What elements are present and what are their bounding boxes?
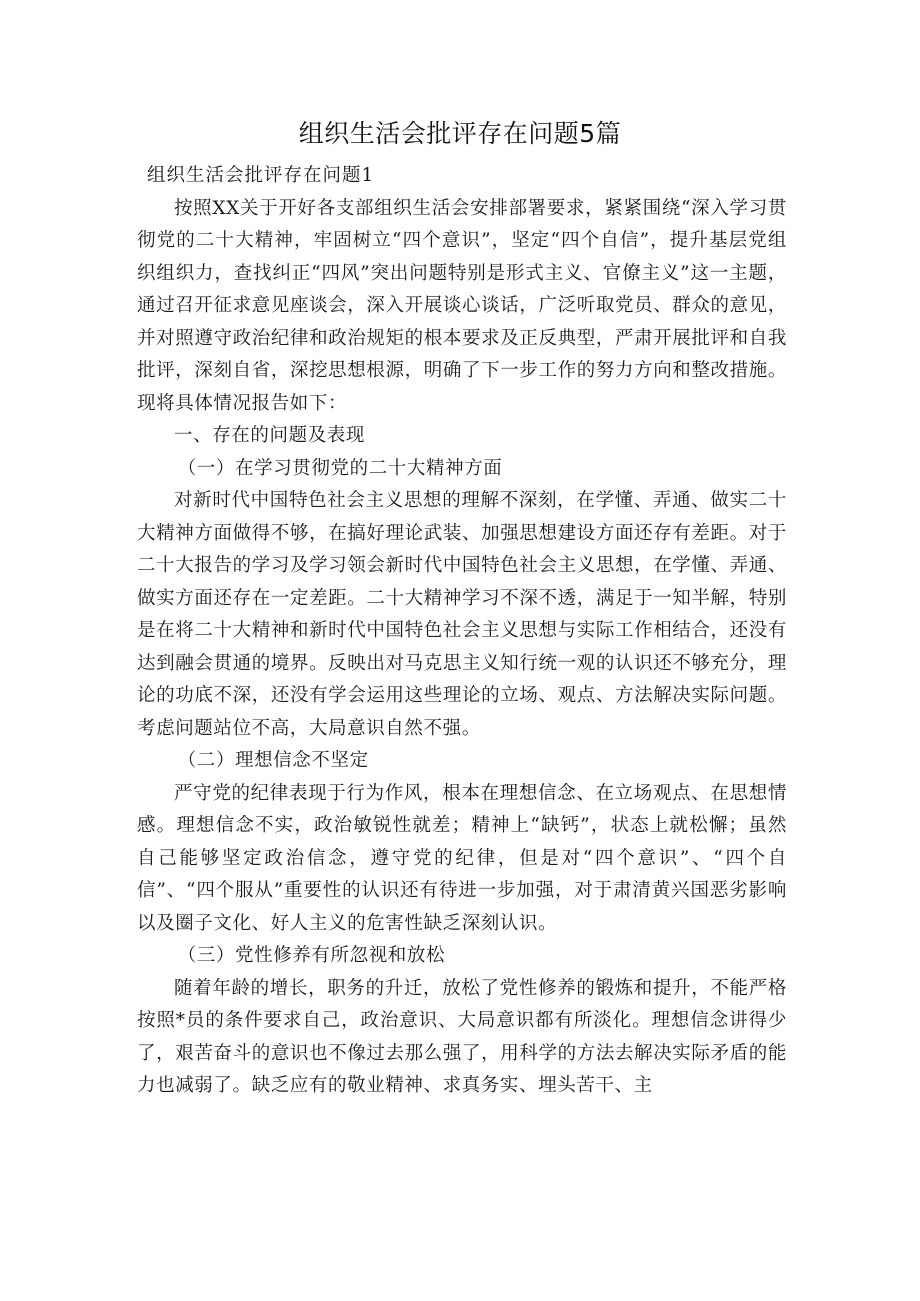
document-title: 组织生活会批评存在问题5篇 <box>298 119 622 148</box>
subsection-heading-2: （二）理想信念不坚定 <box>177 750 369 771</box>
subsection-body-3: 随着年龄的增长，职务的升迁，放松了党性修养的锻炼和提升，不能严格按照*员的条件要求自己，政治意识、大局意识都有所淡化。理想信念讲得少了，艰苦奋斗的意识也不像过去那么强了，用科学的方法去解决实际矛盾的能力也减弱了。缺乏应有的敬业精神、求真务实、埋头苦干、主 <box>137 977 787 1096</box>
intro-paragraph: 按照XX关于开好各支部组织生活会安排部署要求，紧紧围绕“深入学习贯彻党的二十大精神，牢固树立“四个意识”，坚定“四个自信”，提升基层党组织组织力，查找纠正“四风”突出问题特别是形式主义、官僚主义”这一主题，通过召开征求意见座谈会，深入开展谈心谈话，广泛听取党员、群众的意见，并对照遵守政治纪律和政治规矩的根本要求及正反典型，严肃开展批评和自我批评，深刻自省，深挖思想根源，明确了下一步工作的努力方向和整改措施。现将具体情况报告如下： <box>137 197 787 414</box>
subsection-body-1: 对新时代中国特色社会主义思想的理解不深刻，在学懂、弄通、做实二十大精神方面做得不够，在搞好理论武装、加强思想建设方面还存有差距。对于二十大报告的学习及学习领会新时代中国特色社会主义思想，在学懂、弄通、做实方面还存在一定差距。二十大精神学习不深不透，满足于一知半解，特别是在将二十大精神和新时代中国特色社会主义思想与实际工作相结合，还没有达到融会贯通的境界。反映出对马克思主义知行统一观的认识还不够充分，理论的功底不深，还没有学会运用这些理论的立场、观点、方法解决实际问题。考虑问题站位不高，大局意识自然不强。 <box>137 490 787 739</box>
document-subtitle: 组织生活会批评存在问题1 <box>147 165 375 186</box>
subsection-heading-3: （三）党性修养有所忽视和放松 <box>177 945 446 966</box>
document-body <box>137 160 787 1103</box>
section-heading-1: 一、存在的问题及表现 <box>174 425 366 446</box>
subsection-heading-1: （一）在学习贯彻党的二十大精神方面 <box>177 457 503 479</box>
subsection-body-2: 严守党的纪律表现于行为作风，根本在理想信念、在立场观点、在思想情感。理想信念不实，政治敏锐性就差；精神上“缺钙”，状态上就松懈；虽然自己能够坚定政治信念，遵守党的纪律，但是对“四个意识”、“四个自信”、“四个服从”重要性的认识还有待进一步加强，对于肃清黄兴国恶劣影响以及圈子文化、好人主义的危害性缺乏深刻认识。 <box>137 782 787 934</box>
